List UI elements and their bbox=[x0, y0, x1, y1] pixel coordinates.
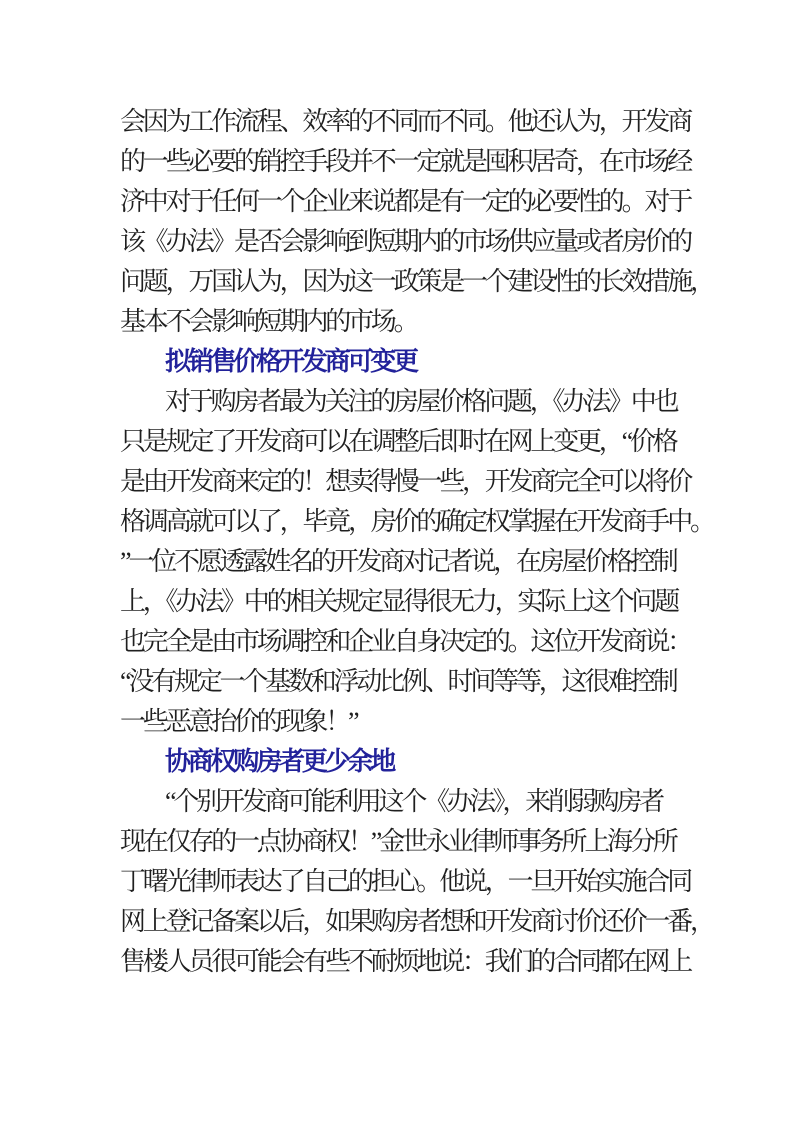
text-line: 该《办法》是否会影响到短期内的市场供应量或者房价的 bbox=[120, 227, 691, 256]
text-line: 济中对于任何一个企业来说都是有一定的必要性的。对于 bbox=[120, 187, 691, 216]
text-line: “没有规定一个基数和浮动比例、时间等等，这很难控制 bbox=[120, 667, 676, 696]
text-line: 对于购房者最为关注的房屋价格问题，《办法》中也 bbox=[165, 387, 677, 416]
text-line: 丁曙光律师表达了自己的担心。他说，一旦开始实施合同 bbox=[120, 867, 691, 896]
text-line: 会因为工作流程、效率的不同而不同。他还认为，开发商 bbox=[120, 107, 691, 136]
text-line: 网上登记备案以后，如果购房者想和开发商讨价还价一番， bbox=[120, 907, 713, 936]
text-line: 一些恶意抬价的现象！” bbox=[120, 707, 357, 736]
text-line: 是由开发商来定的！想卖得慢一些，开发商完全可以将价 bbox=[120, 467, 691, 496]
text-line: 的一些必要的销控手段并不一定就是囤积居奇，在市场经 bbox=[120, 147, 691, 176]
text-line: 问题，万国认为，因为这一政策是一个建设性的长效措施， bbox=[120, 267, 713, 296]
text-line: ”一位不愿透露姓名的开发商对记者说，在房屋价格控制 bbox=[120, 547, 676, 576]
section-heading: 拟销售价格开发商可变更 bbox=[165, 347, 416, 376]
text-line: 也完全是由市场调控和企业自身决定的。这位开发商说： bbox=[120, 627, 691, 656]
text-line: 基本不会影响短期内的市场。 bbox=[120, 307, 417, 336]
text-line: 售楼人员很可能会有些不耐烦地说：我们的合同都在网上 bbox=[120, 947, 691, 976]
text-line: 上，《办法》中的相关规定显得很无力，实际上这个问题 bbox=[120, 587, 678, 616]
text-line: 现在仅存的一点协商权！”金世永业律师事务所上海分所 bbox=[120, 827, 676, 856]
text-line: “个别开发商可能利用这个《办法》，来削弱购房者 bbox=[165, 787, 662, 816]
section-heading: 协商权购房者更少余地 bbox=[165, 747, 394, 776]
text-line: 格调高就可以了，毕竟，房价的确定权掌握在开发商手中。 bbox=[120, 507, 713, 536]
text-line: 只是规定了开发商可以在调整后即时在网上变更，“价格 bbox=[120, 427, 676, 456]
